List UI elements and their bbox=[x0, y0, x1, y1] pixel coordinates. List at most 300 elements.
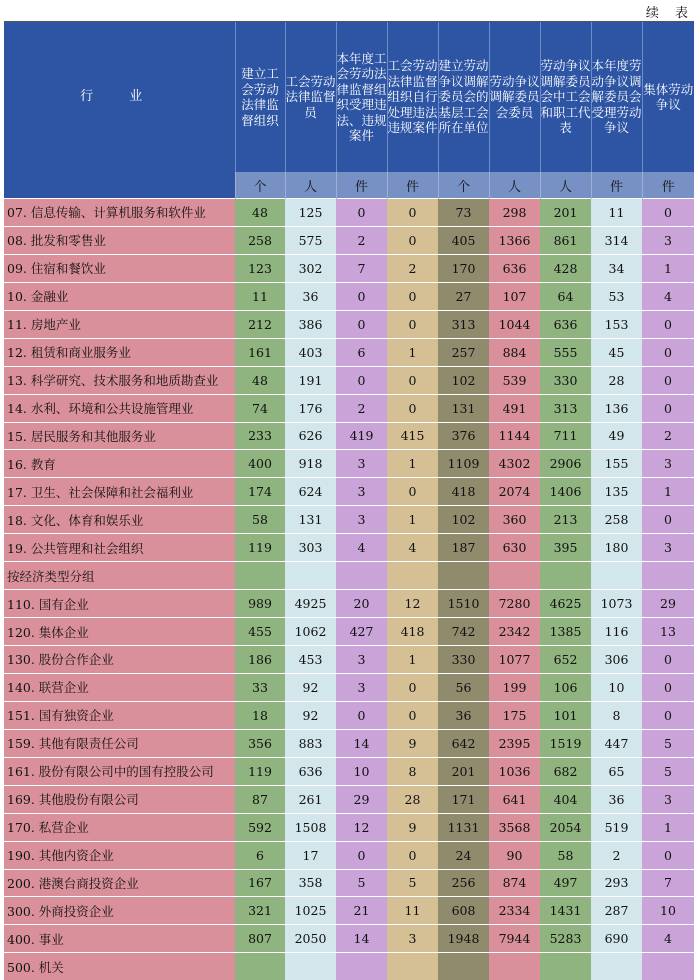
table-cell: 1519 bbox=[540, 729, 591, 757]
table-cell: 0 bbox=[642, 646, 694, 674]
table-cell: 807 bbox=[235, 925, 285, 953]
table-cell: 123 bbox=[235, 254, 285, 282]
table-cell: 5283 bbox=[540, 925, 591, 953]
table-cell: 48 bbox=[235, 199, 285, 227]
table-cell: 711 bbox=[540, 422, 591, 450]
table-cell: 1073 bbox=[591, 590, 642, 618]
table-cell: 0 bbox=[387, 478, 438, 506]
column-header: 建立工会劳动法律监督组织 bbox=[235, 22, 285, 172]
unit-label: 个 bbox=[235, 172, 285, 199]
table-cell: 10 bbox=[336, 757, 387, 785]
table-cell: 171 bbox=[438, 785, 489, 813]
table-cell: 0 bbox=[336, 199, 387, 227]
unit-label: 人 bbox=[285, 172, 336, 199]
unit-label: 件 bbox=[642, 172, 694, 199]
table-cell: 447 bbox=[591, 729, 642, 757]
table-cell: 0 bbox=[642, 366, 694, 394]
table-cell: 131 bbox=[285, 506, 336, 534]
table-cell: 4 bbox=[387, 534, 438, 562]
table-cell: 7 bbox=[642, 869, 694, 897]
table-cell: 258 bbox=[591, 506, 642, 534]
table-cell: 287 bbox=[591, 897, 642, 925]
row-label: 140. 联营企业 bbox=[4, 673, 235, 701]
table-cell: 180 bbox=[591, 534, 642, 562]
table-cell: 1948 bbox=[438, 925, 489, 953]
table-cell: 6 bbox=[235, 841, 285, 869]
table-cell: 630 bbox=[489, 534, 540, 562]
table-row bbox=[4, 646, 694, 674]
table-cell: 575 bbox=[285, 226, 336, 254]
table-cell: 3 bbox=[336, 506, 387, 534]
table-cell: 18 bbox=[235, 701, 285, 729]
units-blank bbox=[4, 172, 235, 199]
table-cell: 101 bbox=[540, 701, 591, 729]
table-cell bbox=[235, 562, 285, 590]
table-cell: 131 bbox=[438, 394, 489, 422]
table-cell: 1 bbox=[387, 646, 438, 674]
table-cell: 167 bbox=[235, 869, 285, 897]
row-label: 169. 其他股份有限公司 bbox=[4, 785, 235, 813]
table-row bbox=[4, 785, 694, 813]
row-label: 10. 金融业 bbox=[4, 282, 235, 310]
table-cell: 119 bbox=[235, 534, 285, 562]
table-cell: 1 bbox=[642, 813, 694, 841]
table-row bbox=[4, 450, 694, 478]
table-cell: 1 bbox=[642, 254, 694, 282]
table-cell: 1406 bbox=[540, 478, 591, 506]
table-cell: 4302 bbox=[489, 450, 540, 478]
row-label: 300. 外商投资企业 bbox=[4, 897, 235, 925]
table-cell: 497 bbox=[540, 869, 591, 897]
table-cell: 5 bbox=[336, 869, 387, 897]
row-label: 400. 事业 bbox=[4, 925, 235, 953]
table-cell: 455 bbox=[235, 618, 285, 646]
table-cell: 24 bbox=[438, 841, 489, 869]
table-cell: 49 bbox=[591, 422, 642, 450]
table-cell: 34 bbox=[591, 254, 642, 282]
table-row bbox=[4, 562, 694, 590]
row-label: 按经济类型分组 bbox=[4, 562, 235, 590]
table-cell: 0 bbox=[387, 366, 438, 394]
table-cell: 102 bbox=[438, 506, 489, 534]
table-cell bbox=[591, 953, 642, 980]
table-cell: 27 bbox=[438, 282, 489, 310]
table-body bbox=[4, 199, 694, 980]
table-cell: 213 bbox=[540, 506, 591, 534]
table-cell: 418 bbox=[387, 618, 438, 646]
table-cell: 29 bbox=[642, 590, 694, 618]
table-cell: 191 bbox=[285, 366, 336, 394]
row-label: 13. 科学研究、技术服务和地质勘查业 bbox=[4, 366, 235, 394]
table-cell: 1025 bbox=[285, 897, 336, 925]
row-label: 18. 文化、体育和娱乐业 bbox=[4, 506, 235, 534]
table-row bbox=[4, 701, 694, 729]
table-row bbox=[4, 254, 694, 282]
table-cell: 874 bbox=[489, 869, 540, 897]
row-label: 16. 教育 bbox=[4, 450, 235, 478]
table-cell: 56 bbox=[438, 673, 489, 701]
table-cell: 201 bbox=[438, 757, 489, 785]
table-cell bbox=[285, 562, 336, 590]
table-cell: 1077 bbox=[489, 646, 540, 674]
table-cell: 592 bbox=[235, 813, 285, 841]
table-cell: 356 bbox=[235, 729, 285, 757]
table-row bbox=[4, 422, 694, 450]
table-cell: 2 bbox=[591, 841, 642, 869]
table-cell: 0 bbox=[387, 199, 438, 227]
table-row bbox=[4, 925, 694, 953]
table-cell: 2050 bbox=[285, 925, 336, 953]
table-cell: 186 bbox=[235, 646, 285, 674]
table-cell: 555 bbox=[540, 338, 591, 366]
table-cell: 1 bbox=[642, 478, 694, 506]
table-cell: 314 bbox=[591, 226, 642, 254]
table-cell: 0 bbox=[387, 282, 438, 310]
table-cell: 636 bbox=[285, 757, 336, 785]
table-cell: 20 bbox=[336, 590, 387, 618]
table-cell: 626 bbox=[285, 422, 336, 450]
table-cell: 298 bbox=[489, 199, 540, 227]
table-cell: 12 bbox=[387, 590, 438, 618]
table-cell: 690 bbox=[591, 925, 642, 953]
row-label: 08. 批发和零售业 bbox=[4, 226, 235, 254]
table-cell: 11 bbox=[387, 897, 438, 925]
table-cell: 106 bbox=[540, 673, 591, 701]
row-label: 161. 股份有限公司中的国有控股公司 bbox=[4, 757, 235, 785]
column-header: 劳动争议调解委员会委员 bbox=[489, 22, 540, 172]
table-cell: 2395 bbox=[489, 729, 540, 757]
table-cell: 12 bbox=[336, 813, 387, 841]
table-cell: 884 bbox=[489, 338, 540, 366]
table-cell: 45 bbox=[591, 338, 642, 366]
table-cell bbox=[336, 562, 387, 590]
table-cell: 636 bbox=[489, 254, 540, 282]
column-header: 集体劳动争议 bbox=[642, 22, 694, 172]
column-header: 劳动争议调解委员会中工会和职工代表 bbox=[540, 22, 591, 172]
table-cell: 170 bbox=[438, 254, 489, 282]
table-cell: 1 bbox=[387, 338, 438, 366]
row-label: 12. 租赁和商业服务业 bbox=[4, 338, 235, 366]
table-cell: 419 bbox=[336, 422, 387, 450]
table-row bbox=[4, 897, 694, 925]
table-cell: 642 bbox=[438, 729, 489, 757]
table-cell: 2 bbox=[336, 394, 387, 422]
table-cell: 293 bbox=[591, 869, 642, 897]
table-cell bbox=[489, 953, 540, 980]
table-cell: 360 bbox=[489, 506, 540, 534]
table-cell: 2342 bbox=[489, 618, 540, 646]
table-cell: 4625 bbox=[540, 590, 591, 618]
row-label: 170. 私营企业 bbox=[4, 813, 235, 841]
table-cell: 0 bbox=[642, 506, 694, 534]
table-cell: 3 bbox=[642, 226, 694, 254]
table-row bbox=[4, 953, 694, 980]
table-cell: 0 bbox=[387, 701, 438, 729]
column-header: 工会劳动法律监督组织自行处理违法违规案件 bbox=[387, 22, 438, 172]
table-cell: 5 bbox=[387, 869, 438, 897]
unit-label: 个 bbox=[438, 172, 489, 199]
table-cell: 742 bbox=[438, 618, 489, 646]
table-cell: 258 bbox=[235, 226, 285, 254]
table-cell: 0 bbox=[642, 310, 694, 338]
table-cell: 9 bbox=[387, 813, 438, 841]
table-cell: 652 bbox=[540, 646, 591, 674]
table-cell: 405 bbox=[438, 226, 489, 254]
table-cell bbox=[642, 953, 694, 980]
table-cell: 153 bbox=[591, 310, 642, 338]
table-cell: 2074 bbox=[489, 478, 540, 506]
table-cell: 28 bbox=[591, 366, 642, 394]
table-cell: 682 bbox=[540, 757, 591, 785]
unit-label: 人 bbox=[540, 172, 591, 199]
table-cell: 491 bbox=[489, 394, 540, 422]
table-cell: 2 bbox=[387, 254, 438, 282]
table-cell: 303 bbox=[285, 534, 336, 562]
table-cell bbox=[540, 953, 591, 980]
table-cell: 0 bbox=[387, 841, 438, 869]
table-cell: 21 bbox=[336, 897, 387, 925]
column-header: 本年度劳动争议调解委员会受理劳动争议 bbox=[591, 22, 642, 172]
table-cell: 28 bbox=[387, 785, 438, 813]
table-cell: 883 bbox=[285, 729, 336, 757]
table-cell: 1385 bbox=[540, 618, 591, 646]
table-cell bbox=[540, 562, 591, 590]
table-cell: 87 bbox=[235, 785, 285, 813]
table-cell: 404 bbox=[540, 785, 591, 813]
table-cell: 989 bbox=[235, 590, 285, 618]
row-label: 500. 机关 bbox=[4, 953, 235, 980]
table-cell: 33 bbox=[235, 673, 285, 701]
table-cell: 3 bbox=[387, 925, 438, 953]
table-cell: 119 bbox=[235, 757, 285, 785]
row-label: 159. 其他有限责任公司 bbox=[4, 729, 235, 757]
row-label: 110. 国有企业 bbox=[4, 590, 235, 618]
table-row bbox=[4, 618, 694, 646]
table-cell: 187 bbox=[438, 534, 489, 562]
table-cell bbox=[591, 562, 642, 590]
table-row bbox=[4, 673, 694, 701]
table-cell: 624 bbox=[285, 478, 336, 506]
table-cell: 10 bbox=[642, 897, 694, 925]
table-cell: 0 bbox=[387, 394, 438, 422]
table-cell: 2334 bbox=[489, 897, 540, 925]
table-cell: 7 bbox=[336, 254, 387, 282]
table-cell: 136 bbox=[591, 394, 642, 422]
table-cell: 0 bbox=[336, 841, 387, 869]
table-cell: 1062 bbox=[285, 618, 336, 646]
table-cell: 861 bbox=[540, 226, 591, 254]
table-row bbox=[4, 729, 694, 757]
table-cell: 58 bbox=[235, 506, 285, 534]
table-cell: 1366 bbox=[489, 226, 540, 254]
table-cell: 2 bbox=[336, 226, 387, 254]
table-cell: 302 bbox=[285, 254, 336, 282]
table-cell: 0 bbox=[387, 310, 438, 338]
table-cell: 2906 bbox=[540, 450, 591, 478]
table-cell: 11 bbox=[591, 199, 642, 227]
table-cell: 125 bbox=[285, 199, 336, 227]
table-cell: 1044 bbox=[489, 310, 540, 338]
table-cell: 1131 bbox=[438, 813, 489, 841]
table-cell bbox=[285, 953, 336, 980]
table-cell: 415 bbox=[387, 422, 438, 450]
table-row bbox=[4, 338, 694, 366]
table-cell: 1036 bbox=[489, 757, 540, 785]
table-row bbox=[4, 841, 694, 869]
table-cell: 395 bbox=[540, 534, 591, 562]
table-cell: 4925 bbox=[285, 590, 336, 618]
table-cell: 453 bbox=[285, 646, 336, 674]
table-cell bbox=[235, 953, 285, 980]
table-cell: 29 bbox=[336, 785, 387, 813]
table-cell: 636 bbox=[540, 310, 591, 338]
table-row bbox=[4, 506, 694, 534]
table-cell bbox=[489, 562, 540, 590]
industry-header: 行 业 bbox=[4, 22, 235, 172]
table-row bbox=[4, 813, 694, 841]
table-cell: 74 bbox=[235, 394, 285, 422]
table-cell: 4 bbox=[642, 282, 694, 310]
table-cell: 257 bbox=[438, 338, 489, 366]
table-cell: 3 bbox=[336, 478, 387, 506]
table-cell: 5 bbox=[642, 729, 694, 757]
table-cell: 64 bbox=[540, 282, 591, 310]
table-cell: 155 bbox=[591, 450, 642, 478]
table-cell: 641 bbox=[489, 785, 540, 813]
table-cell: 102 bbox=[438, 366, 489, 394]
table-cell: 539 bbox=[489, 366, 540, 394]
table-cell: 13 bbox=[642, 618, 694, 646]
table-cell: 92 bbox=[285, 673, 336, 701]
table-cell: 116 bbox=[591, 618, 642, 646]
table-cell: 1510 bbox=[438, 590, 489, 618]
table-cell: 0 bbox=[387, 673, 438, 701]
row-label: 07. 信息传输、计算机服务和软件业 bbox=[4, 199, 235, 227]
table-cell: 36 bbox=[438, 701, 489, 729]
table-cell: 3 bbox=[336, 646, 387, 674]
table-cell: 212 bbox=[235, 310, 285, 338]
table-cell: 2054 bbox=[540, 813, 591, 841]
table-cell: 403 bbox=[285, 338, 336, 366]
table-cell: 1144 bbox=[489, 422, 540, 450]
table-cell: 418 bbox=[438, 478, 489, 506]
table-cell: 1 bbox=[387, 450, 438, 478]
unit-label: 件 bbox=[591, 172, 642, 199]
table-cell: 201 bbox=[540, 199, 591, 227]
table-cell: 7944 bbox=[489, 925, 540, 953]
table-cell: 330 bbox=[540, 366, 591, 394]
table-row bbox=[4, 394, 694, 422]
table-cell: 306 bbox=[591, 646, 642, 674]
row-label: 09. 住宿和餐饮业 bbox=[4, 254, 235, 282]
row-label: 17. 卫生、社会保障和社会福利业 bbox=[4, 478, 235, 506]
table-cell: 174 bbox=[235, 478, 285, 506]
column-header: 建立劳动争议调解委员会的基层工会所在单位 bbox=[438, 22, 489, 172]
table-cell: 400 bbox=[235, 450, 285, 478]
row-label: 120. 集体企业 bbox=[4, 618, 235, 646]
table-cell: 92 bbox=[285, 701, 336, 729]
row-label: 130. 股份合作企业 bbox=[4, 646, 235, 674]
table-row bbox=[4, 478, 694, 506]
table-cell: 0 bbox=[336, 366, 387, 394]
table-cell: 14 bbox=[336, 925, 387, 953]
table-cell: 53 bbox=[591, 282, 642, 310]
table-row bbox=[4, 366, 694, 394]
row-label: 14. 水利、环境和公共设施管理业 bbox=[4, 394, 235, 422]
table-cell: 386 bbox=[285, 310, 336, 338]
table-cell: 313 bbox=[438, 310, 489, 338]
table-cell: 14 bbox=[336, 729, 387, 757]
row-label: 19. 公共管理和社会组织 bbox=[4, 534, 235, 562]
table-cell: 4 bbox=[642, 925, 694, 953]
table-row bbox=[4, 282, 694, 310]
table-cell: 6 bbox=[336, 338, 387, 366]
table-row bbox=[4, 757, 694, 785]
table-cell bbox=[387, 562, 438, 590]
unit-label: 件 bbox=[336, 172, 387, 199]
continued-label: 续 表 bbox=[646, 2, 694, 21]
table-cell: 135 bbox=[591, 478, 642, 506]
table-cell: 0 bbox=[642, 841, 694, 869]
table-cell: 8 bbox=[591, 701, 642, 729]
table-cell: 36 bbox=[285, 282, 336, 310]
table-cell bbox=[336, 953, 387, 980]
table-cell: 3 bbox=[642, 785, 694, 813]
table-cell: 161 bbox=[235, 338, 285, 366]
table-cell: 261 bbox=[285, 785, 336, 813]
table-cell: 3 bbox=[642, 534, 694, 562]
table-cell: 107 bbox=[489, 282, 540, 310]
table-cell bbox=[642, 562, 694, 590]
table-cell: 0 bbox=[336, 310, 387, 338]
table-cell: 0 bbox=[387, 226, 438, 254]
table-cell: 1431 bbox=[540, 897, 591, 925]
table-cell bbox=[438, 953, 489, 980]
table-cell: 176 bbox=[285, 394, 336, 422]
statistics-table bbox=[4, 22, 694, 980]
table-cell: 2 bbox=[642, 422, 694, 450]
row-label: 190. 其他内资企业 bbox=[4, 841, 235, 869]
row-label: 151. 国有独资企业 bbox=[4, 701, 235, 729]
table-cell: 3 bbox=[336, 450, 387, 478]
table-cell: 0 bbox=[336, 701, 387, 729]
table-cell: 233 bbox=[235, 422, 285, 450]
table-cell: 0 bbox=[642, 199, 694, 227]
table-cell: 0 bbox=[642, 701, 694, 729]
table-cell: 918 bbox=[285, 450, 336, 478]
table-cell: 5 bbox=[642, 757, 694, 785]
table-cell: 9 bbox=[387, 729, 438, 757]
table-cell: 376 bbox=[438, 422, 489, 450]
table-cell: 90 bbox=[489, 841, 540, 869]
column-header: 工会劳动法律监督员 bbox=[285, 22, 336, 172]
table-cell: 8 bbox=[387, 757, 438, 785]
table-row bbox=[4, 310, 694, 338]
table-cell: 58 bbox=[540, 841, 591, 869]
row-label: 11. 房地产业 bbox=[4, 310, 235, 338]
table-cell: 1508 bbox=[285, 813, 336, 841]
table-cell: 428 bbox=[540, 254, 591, 282]
table-cell bbox=[387, 953, 438, 980]
table-cell: 608 bbox=[438, 897, 489, 925]
table-row bbox=[4, 590, 694, 618]
table-cell: 11 bbox=[235, 282, 285, 310]
table-cell: 3 bbox=[336, 673, 387, 701]
table-cell: 0 bbox=[642, 394, 694, 422]
table-cell: 321 bbox=[235, 897, 285, 925]
table-cell: 48 bbox=[235, 366, 285, 394]
table-cell: 10 bbox=[591, 673, 642, 701]
